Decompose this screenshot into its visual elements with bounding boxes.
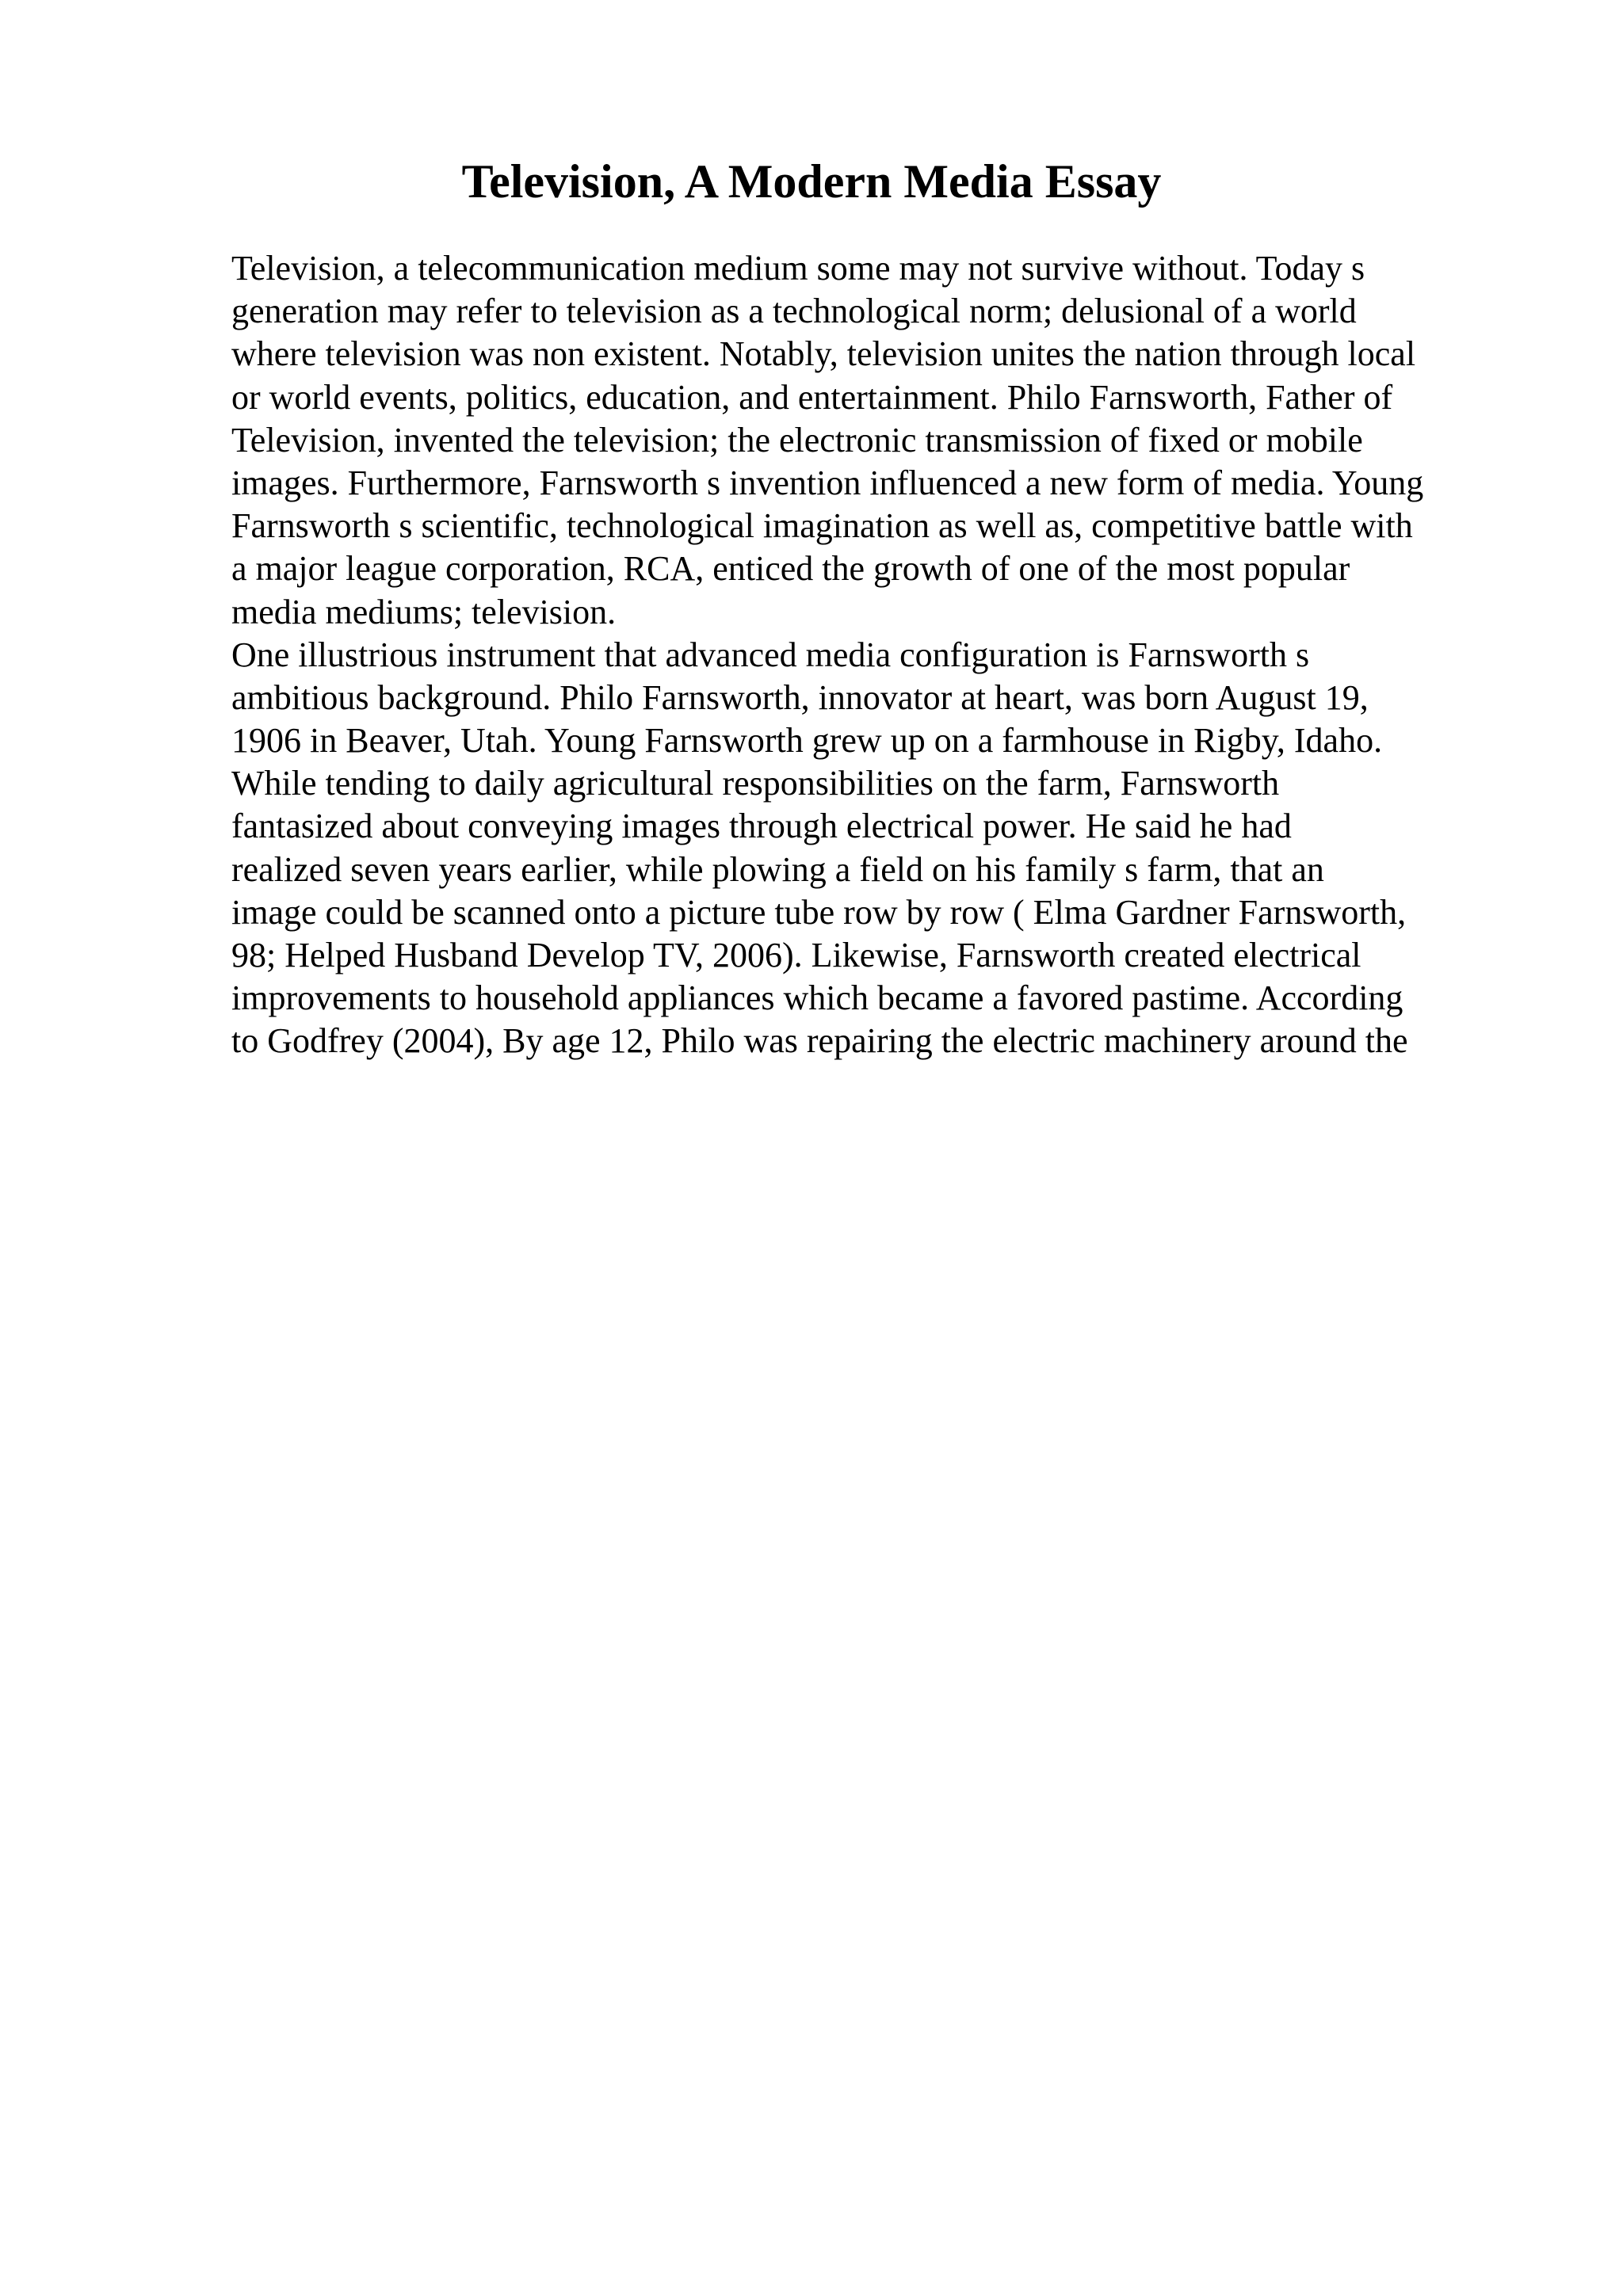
body-line: images. Furthermore, Farnsworth s invention influenced a new form of media. Young — [231, 463, 1424, 502]
body-line: 98; Helped Husband Develop TV, 2006). Likewise, Farnsworth created electrical — [231, 936, 1361, 974]
body-line: Television, invented the television; the electronic transmission of fixed or mobile — [231, 420, 1363, 460]
essay-body — [231, 247, 1594, 1063]
body-line: Farnsworth s scientific, technological imagination as well as, competitive battle with — [231, 506, 1413, 546]
body-line: fantasized about conveying images through electrical power. He said he had — [231, 807, 1292, 846]
body-line: realized seven years earlier, while plowing a field on his family s farm, that an — [231, 849, 1324, 889]
body-line: to Godfrey (2004), By age 12, Philo was repairing the electric machinery around the — [231, 1021, 1408, 1061]
body-line: a major league corporation, RCA, enticed the growth of one of the most popular — [231, 549, 1350, 589]
body-line: While tending to daily agricultural responsibilities on the farm, Farnsworth — [231, 764, 1280, 803]
body-line: ambitious background. Philo Farnsworth, innovator at heart, was born August 19, — [231, 677, 1369, 717]
body-line: or world events, politics, education, and entertainment. Philo Farnsworth, Father of — [231, 377, 1393, 417]
body-line: 1906 in Beaver, Utah. Young Farnsworth grew up on a farmhouse in Rigby, Idaho. — [231, 721, 1383, 761]
body-line: improvements to household appliances which became a favored pastime. According — [231, 978, 1403, 1018]
body-line: Television, a telecommunication medium some may not survive without. Today s — [231, 249, 1365, 288]
body-line: where television was non existent. Notably, television unites the nation through local — [231, 334, 1416, 374]
body-line: One illustrious instrument that advanced media configuration is Farnsworth s — [231, 635, 1310, 674]
body-line: media mediums; television. — [231, 592, 617, 631]
body-line: generation may refer to television as a technological norm; delusional of a world — [231, 292, 1357, 331]
body-line: image could be scanned onto a picture tube row by row ( Elma Gardner Farnsworth, — [231, 892, 1407, 932]
document-title: Television, A Modern Media Essay — [461, 155, 1162, 208]
